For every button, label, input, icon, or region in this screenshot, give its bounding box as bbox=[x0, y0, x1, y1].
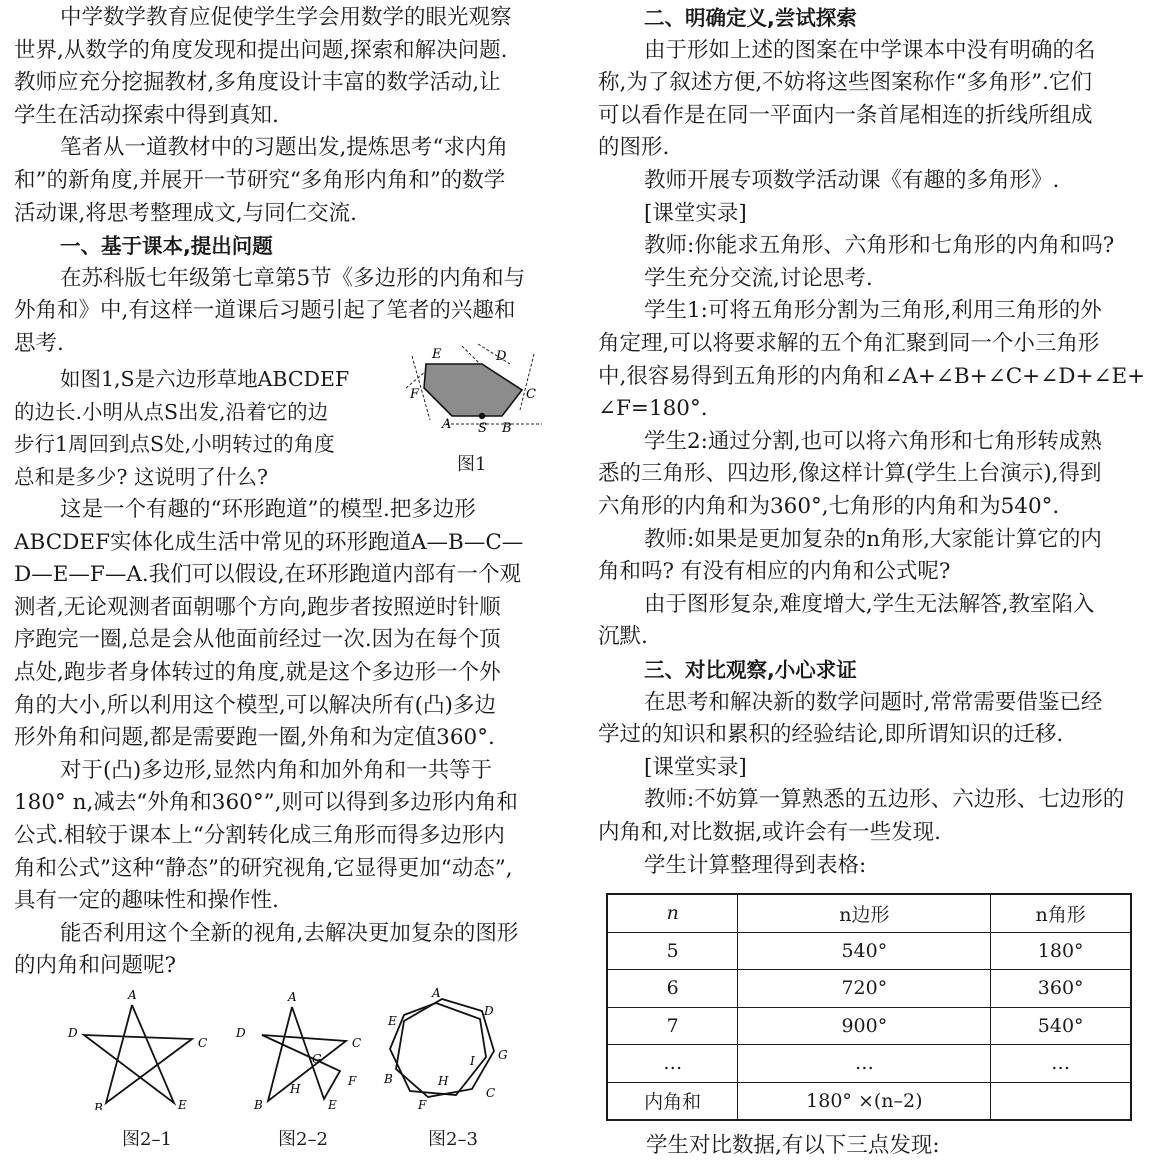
text-line: 学生2:通过分割,也可以将六角形和七角形转成熟 bbox=[644, 428, 1102, 454]
svg-text:E: E bbox=[328, 1098, 337, 1110]
table-cell: 内角和 bbox=[607, 1082, 738, 1120]
table-cell: … bbox=[607, 1045, 738, 1083]
text-line: 教师:如果是更加复杂的n角形,大家能计算它的内 bbox=[644, 526, 1102, 552]
seven-point-star bbox=[376, 985, 516, 1110]
svg-text:F: F bbox=[348, 1074, 357, 1088]
svg-text:H: H bbox=[290, 1082, 301, 1096]
table-cell bbox=[991, 1082, 1131, 1120]
svg-text:D: D bbox=[496, 349, 507, 364]
table-cell: 180° bbox=[991, 932, 1131, 970]
text-line: 内角和,对比数据,或许会有一些发现. bbox=[598, 820, 942, 845]
text-line: 能否利用这个全新的视角,去解决更加复杂的图形 bbox=[60, 920, 519, 946]
svg-text:E: E bbox=[432, 347, 442, 362]
table-row bbox=[607, 1045, 1131, 1083]
table-row bbox=[607, 932, 1131, 970]
section-heading: 一、基于课本,提出问题 bbox=[60, 234, 273, 259]
text-line: 序跑完一圈,总是会从他面前经过一次.因为在每个顶 bbox=[14, 627, 501, 653]
five-point-star bbox=[66, 985, 216, 1110]
text-line: [课堂实录] bbox=[644, 200, 747, 226]
svg-text:B: B bbox=[384, 1072, 393, 1086]
angle-sum-table bbox=[606, 893, 1132, 1121]
svg-text:G: G bbox=[498, 1048, 508, 1062]
text-line: 六角形的内角和为360°,七角形的内角和为540°. bbox=[598, 494, 1060, 519]
table-row bbox=[607, 1082, 1131, 1120]
svg-text:D: D bbox=[484, 1004, 494, 1018]
text-line: 教师应充分挖掘教材,多角度设计丰富的数学活动,让 bbox=[14, 70, 501, 96]
closing-line: 学生对比数据,有以下三点发现: bbox=[646, 1133, 940, 1158]
figure-1-caption: 图1 bbox=[457, 454, 487, 475]
table-cell: 900° bbox=[738, 1007, 991, 1045]
text-line: D—E—F—A.我们可以假设,在环形跑道内部有一个观 bbox=[14, 562, 522, 588]
text-line: ABCDEF实体化成生活中常见的环形跑道A—B—C— bbox=[14, 529, 524, 555]
text-line: 活动课,将思考整理成文,与同仁交流. bbox=[14, 200, 358, 226]
text-line: 悉的三角形、四边形,像这样计算(学生上台演示),得到 bbox=[598, 461, 1102, 487]
section-heading: 二、明确定义,尝试探索 bbox=[644, 6, 857, 30]
text-line: 这是一个有趣的“环形跑道”的模型.把多边形 bbox=[60, 497, 476, 522]
text-line: 点处,跑步者身体转过的角度,就是这个多边形一个外 bbox=[14, 660, 501, 685]
svg-text:D: D bbox=[236, 1026, 246, 1040]
figure-2-3-caption: 图2–3 bbox=[428, 1129, 478, 1150]
text-line: 教师开展专项数学活动课《有趣的多角形》. bbox=[644, 168, 1060, 193]
svg-text:B: B bbox=[94, 1101, 103, 1110]
svg-text:G: G bbox=[312, 1052, 322, 1066]
text-line: 公式.相较于课本上“分割转化成三角形而得多边形内 bbox=[14, 823, 505, 848]
text-line: 具有一定的趣味性和操作性. bbox=[14, 888, 279, 914]
svg-text:B: B bbox=[502, 421, 512, 436]
text-line: 笔者从一道教材中的习题出发,提炼思考“求内角 bbox=[60, 135, 508, 161]
table-cell: 540° bbox=[991, 1007, 1131, 1045]
svg-text:D: D bbox=[68, 1026, 78, 1040]
text-line: 可以看作是在同一平面内一条首尾相连的折线所组成 bbox=[598, 102, 1093, 128]
text-line: 学过的知识和累积的经验结论,即所谓知识的迁移. bbox=[598, 722, 1064, 748]
text-line: [课堂实录] bbox=[644, 754, 747, 780]
text-line: 外角和》中,有这样一道课后习题引起了笔者的兴趣和 bbox=[14, 298, 516, 324]
svg-text:A: A bbox=[128, 988, 137, 1002]
table-cell: … bbox=[991, 1045, 1131, 1083]
text-line: 角和公式”这种“静态”的研究视角,它显得更加“动态”, bbox=[14, 855, 513, 881]
text-line: 的图形. bbox=[598, 135, 670, 161]
text-line: 称,为了叙述方便,不妨将这些图案称作“多角形”.它们 bbox=[598, 70, 1092, 96]
text-line: 学生1:可将五角形分割为三角形,利用三角形的外 bbox=[644, 298, 1102, 324]
table-cell: 5 bbox=[607, 932, 738, 970]
text-line: 学生计算整理得到表格: bbox=[644, 852, 867, 878]
problem-line: 步行1周回到点S处,小明转过的角度 bbox=[14, 432, 335, 457]
table-row bbox=[607, 970, 1131, 1008]
text-line: 角的大小,所以利用这个模型,可以解决所有(凸)多边 bbox=[14, 692, 496, 718]
svg-text:C: C bbox=[198, 1036, 208, 1050]
figure-2-3 bbox=[376, 985, 516, 1150]
table-cell: 540° bbox=[738, 932, 991, 970]
figure-2-1-caption: 图2–1 bbox=[122, 1129, 172, 1150]
six-point-star bbox=[222, 985, 382, 1110]
text-line: 180° n,减去“外角和360°”,则可以得到多边形内角和 bbox=[14, 790, 518, 816]
problem-line: 的边长.小明从点S出发,沿着它的边 bbox=[14, 399, 329, 424]
figure-2-2-caption: 图2–2 bbox=[278, 1129, 328, 1150]
table-cell: 180° ×(n–2) bbox=[738, 1082, 991, 1120]
text-line: 和”的新角度,并展开一节研究“多角形内角和”的数学 bbox=[14, 168, 506, 193]
text-line: 由于形如上述的图案在中学课本中没有明确的名 bbox=[644, 37, 1096, 63]
problem-line: 总和是多少? 这说明了什么? bbox=[14, 464, 268, 489]
text-line: 测者,无论观测者面朝哪个方向,跑步者按照逆时针顺 bbox=[14, 594, 501, 620]
text-line: 由于图形复杂,难度增大,学生无法解答,教室陷入 bbox=[644, 591, 1095, 617]
point-s bbox=[479, 413, 485, 419]
svg-text:H: H bbox=[438, 1074, 449, 1088]
svg-text:F: F bbox=[418, 1098, 427, 1110]
section-heading: 三、对比观察,小心求证 bbox=[644, 658, 857, 682]
text-line: 中,很容易得到五角形的内角和∠A+∠B+∠C+∠D+∠E+ bbox=[598, 363, 1146, 389]
svg-text:B: B bbox=[254, 1098, 263, 1110]
svg-text:C: C bbox=[526, 387, 536, 402]
text-line: 教师:不妨算一算熟悉的五边形、六边形、七边形的 bbox=[644, 787, 1125, 813]
table-row bbox=[607, 1007, 1131, 1045]
text-line: 在苏科版七年级第七章第5节《多边形的内角和与 bbox=[60, 265, 526, 291]
figure-2-1 bbox=[66, 985, 216, 1150]
table-cell: 720° bbox=[738, 970, 991, 1008]
text-line: 沉默. bbox=[598, 624, 648, 650]
svg-text:C: C bbox=[486, 1086, 496, 1100]
svg-text:E: E bbox=[178, 1098, 187, 1110]
text-line: 对于(凸)多边形,显然内角和加外角和一共等于 bbox=[60, 757, 493, 783]
text-line: 中学数学教育应促使学生学会用数学的眼光观察 bbox=[60, 5, 512, 30]
svg-text:S: S bbox=[478, 421, 487, 436]
table-cell: 7 bbox=[607, 1007, 738, 1045]
text-line: 在思考和解决新的数学问题时,常常需要借鉴已经 bbox=[644, 689, 1103, 715]
text-line: 学生充分交流,讨论思考. bbox=[644, 265, 873, 291]
text-line: ∠F=180°. bbox=[598, 396, 708, 422]
text-line: 思考. bbox=[14, 331, 64, 356]
table-header: n角形 bbox=[991, 894, 1131, 932]
text-line: 形外角和问题,都是需要跑一圈,外角和为定值360°. bbox=[14, 725, 495, 751]
svg-text:F: F bbox=[410, 387, 420, 402]
text-line: 世界,从数学的角度发现和提出问题,探索和解决问题. bbox=[14, 37, 508, 63]
svg-text:I: I bbox=[470, 1054, 475, 1068]
table-cell: 360° bbox=[991, 970, 1131, 1008]
hexagon-shape bbox=[424, 364, 522, 416]
figure-1 bbox=[392, 340, 554, 475]
problem-line: 如图1,S是六边形草地ABCDEF bbox=[60, 367, 350, 391]
svg-text:A: A bbox=[442, 417, 452, 432]
table-header: n bbox=[607, 894, 738, 932]
text-line: 学生在活动探索中得到真知. bbox=[14, 102, 279, 128]
svg-text:A: A bbox=[432, 986, 441, 1000]
text-line: 角定理,可以将要求解的五个角汇聚到同一个小三角形 bbox=[598, 331, 1100, 356]
text-line: 教师:你能求五角形、六角形和七角形的内角和吗? bbox=[644, 233, 1115, 259]
table-header-row bbox=[607, 894, 1131, 932]
text-line: 的内角和问题呢? bbox=[14, 953, 177, 979]
table-cell: … bbox=[738, 1045, 991, 1083]
svg-text:C: C bbox=[352, 1036, 362, 1050]
table-header: n边形 bbox=[738, 894, 991, 932]
figure-2-2 bbox=[222, 985, 382, 1150]
table-cell: 6 bbox=[607, 970, 738, 1008]
text-line: 角和吗? 有没有相应的内角和公式呢? bbox=[598, 559, 951, 585]
svg-text:A: A bbox=[288, 990, 297, 1004]
svg-text:E: E bbox=[388, 1014, 397, 1028]
